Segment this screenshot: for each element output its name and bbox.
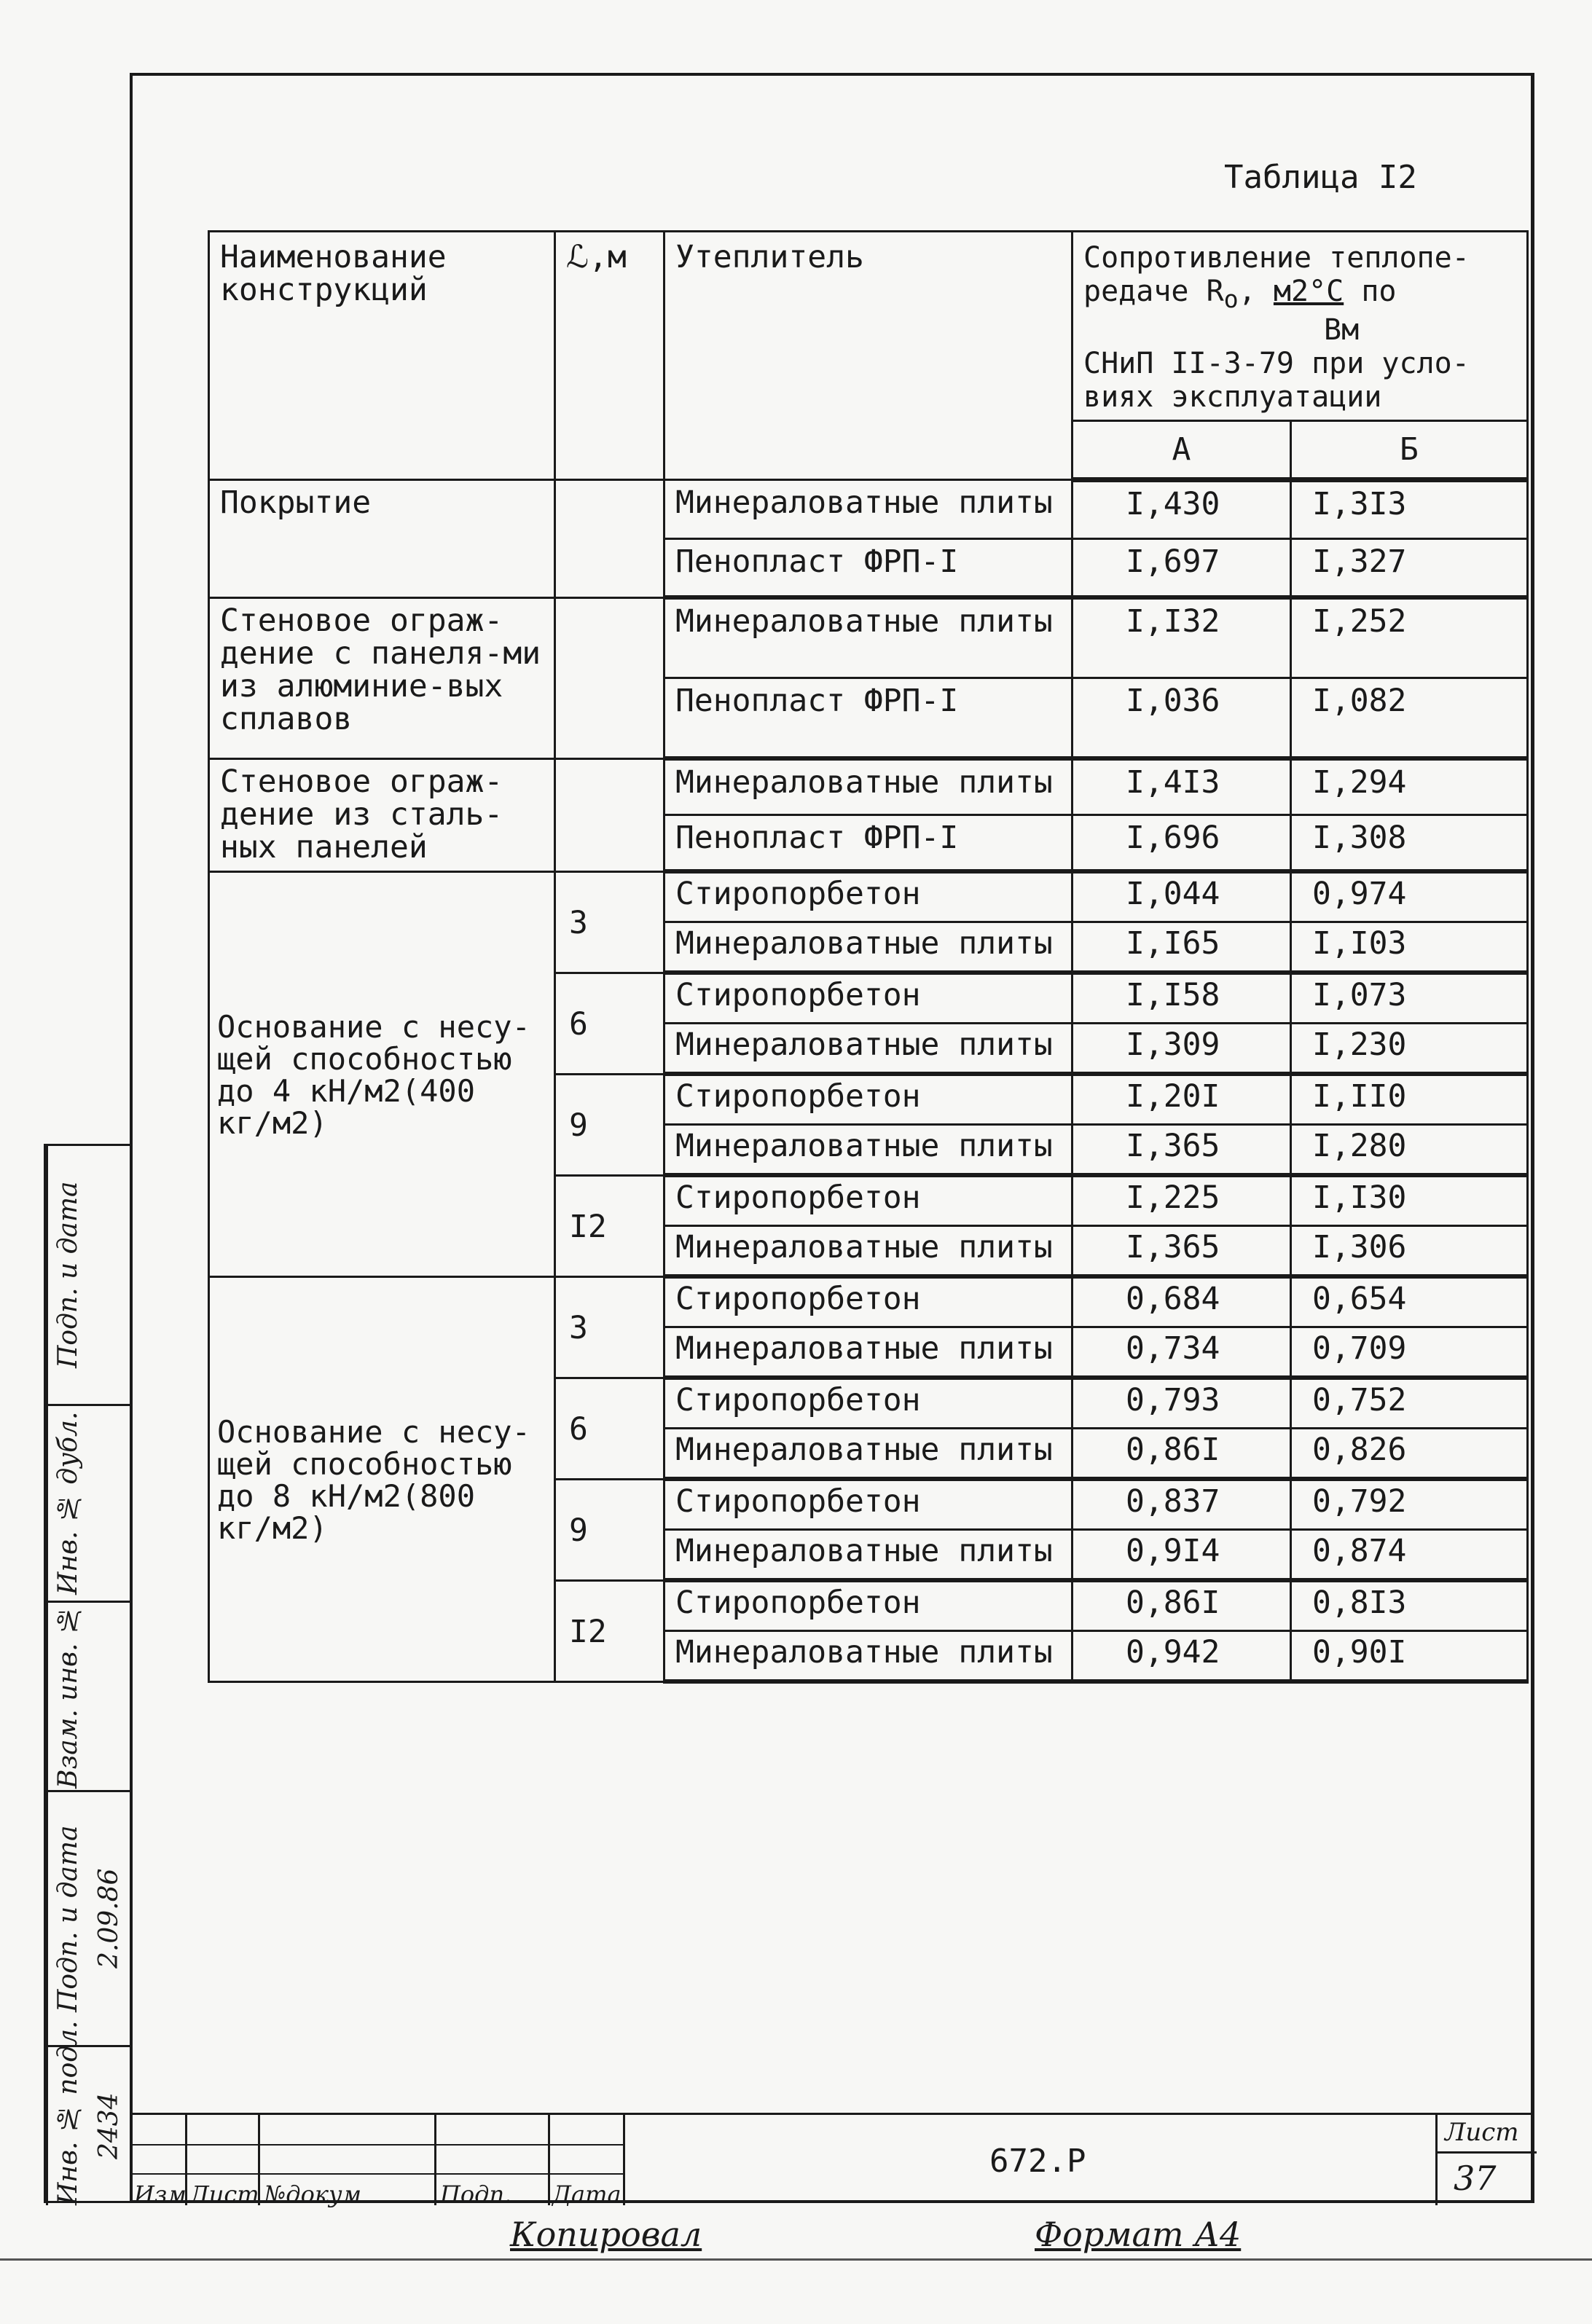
side-stamp-label: Инв. № дубл. (46, 1406, 87, 1601)
value-b: 0,8I3 (1291, 1580, 1528, 1631)
header-insulation: Утеплитель (664, 232, 1073, 480)
value-a: 0,734 (1073, 1327, 1291, 1378)
value-b: 0,792 (1291, 1479, 1528, 1530)
insulation-cell: Стиропорбетон (664, 1580, 1073, 1631)
value-b: I,I03 (1291, 922, 1528, 973)
value-a: I,036 (1073, 678, 1291, 759)
copied-by-label: Копировал (510, 2215, 702, 2254)
length-value: 3 (555, 871, 664, 973)
side-stamp-label: Инв. № подл. (46, 2047, 87, 2205)
value-b: I,3I3 (1291, 480, 1528, 539)
side-stamp-value (87, 1146, 132, 1404)
length-cell (555, 758, 664, 871)
header-resistance-unit-denominator: Вм (1324, 313, 1360, 348)
side-stamp-value: 2.09.86 (94, 1868, 124, 1969)
grid-line (130, 2144, 625, 2146)
construction-name: Покрытие (209, 480, 555, 598)
value-b: 0,709 (1291, 1327, 1528, 1378)
header-resistance-line4: виях эксплуатации (1083, 380, 1382, 415)
insulation-cell: Пенопласт ФРП-I (664, 678, 1073, 759)
value-a: I,365 (1073, 1125, 1291, 1176)
side-stamp-label: Взам. инв. № (46, 1603, 87, 1790)
label-change: Изм (134, 2180, 187, 2208)
insulation-cell: Минераловатные плиты (664, 1530, 1073, 1581)
table-title: Таблица I2 (1224, 159, 1417, 196)
insulation-cell: Минераловатные плиты (664, 1226, 1073, 1277)
value-a: I,309 (1073, 1024, 1291, 1075)
grid-line (548, 2115, 550, 2205)
grid-line (434, 2115, 436, 2205)
insulation-cell: Минераловатные плиты (664, 1429, 1073, 1480)
header-row (209, 232, 1528, 421)
table-row (209, 480, 1528, 539)
value-a: 0,793 (1073, 1378, 1291, 1429)
header-resistance-line3: СНиП II-3-79 при усло- (1083, 347, 1470, 381)
insulation-cell: Минераловатные плиты (664, 1631, 1073, 1682)
value-a: I,20I (1073, 1074, 1291, 1125)
value-a: I,4I3 (1073, 758, 1291, 815)
value-a: 0,684 (1073, 1276, 1291, 1327)
side-stamp-label: Подп. и дата (46, 1146, 87, 1404)
sheet-label: Лист (1445, 2118, 1519, 2147)
value-b: I,II0 (1291, 1074, 1528, 1125)
insulation-cell: Стиропорбетон (664, 1378, 1073, 1429)
value-a: I,I58 (1073, 973, 1291, 1024)
value-b: I,327 (1291, 539, 1528, 598)
value-a: 0,942 (1073, 1631, 1291, 1682)
header-construction-name: Наименование конструкций (209, 232, 555, 480)
length-value: 9 (555, 1479, 664, 1580)
insulation-cell: Минераловатные плиты (664, 758, 1073, 815)
value-b: 0,90I (1291, 1631, 1528, 1682)
insulation-cell: Минераловатные плиты (664, 480, 1073, 539)
length-value: 6 (555, 973, 664, 1074)
bottom-rule (0, 2258, 1592, 2261)
sheet-number-box (1435, 2115, 1534, 2205)
construction-name: Основание с несу-щей способностью до 8 кН/м2(800 кг/м2) (209, 1276, 555, 1681)
document-code: 672.Р (989, 2143, 1086, 2180)
header-resistance-subscript: o (1223, 285, 1239, 313)
insulation-cell: Минераловатные плиты (664, 1327, 1073, 1378)
value-a: I,225 (1073, 1175, 1291, 1226)
value-a: I,696 (1073, 815, 1291, 872)
value-a: I,044 (1073, 871, 1291, 922)
header-resistance-po: по (1361, 275, 1397, 308)
table-row (209, 871, 1528, 922)
value-b: I,308 (1291, 815, 1528, 872)
value-a: I,I65 (1073, 922, 1291, 973)
insulation-cell: Стиропорбетон (664, 1074, 1073, 1125)
header-condition-a: А (1073, 421, 1291, 480)
header-length: ℒ,м (555, 232, 664, 480)
value-a: 0,9I4 (1073, 1530, 1291, 1581)
value-b: 0,974 (1291, 871, 1528, 922)
side-stamp-cell (46, 1790, 132, 2045)
label-sheet: Лист (189, 2180, 259, 2208)
label-date: Дата (552, 2180, 621, 2208)
side-stamp-value: 2434 (94, 2092, 124, 2160)
insulation-cell: Пенопласт ФРП-I (664, 539, 1073, 598)
value-b: 0,874 (1291, 1530, 1528, 1581)
label-doc-number: №докум (264, 2180, 362, 2208)
insulation-cell: Минераловатные плиты (664, 1125, 1073, 1176)
construction-name: Основание с несу-щей способностью до 4 кН/м2(400 кг/м2) (209, 871, 555, 1276)
format-label: Формат А4 (1035, 2215, 1242, 2254)
table-row (209, 1276, 1528, 1327)
value-a: 0,86I (1073, 1429, 1291, 1480)
construction-name: Стеновое ограж-дение с панеля-ми из алюминие-вых сплавов (209, 597, 555, 758)
header-resistance-unit-numerator: м2°С (1273, 275, 1344, 308)
revision-grid (130, 2115, 625, 2208)
grid-line (130, 2173, 625, 2175)
length-cell (555, 480, 664, 598)
length-value: 6 (555, 1378, 664, 1479)
side-stamp-cell (46, 1404, 132, 1601)
side-stamp (44, 1144, 130, 2203)
value-b: 0,752 (1291, 1378, 1528, 1429)
length-cell (555, 597, 664, 758)
value-a: 0,837 (1073, 1479, 1291, 1530)
side-stamp-label: Подп. и дата (46, 1792, 87, 2045)
value-b: I,I30 (1291, 1175, 1528, 1226)
header-resistance (1073, 232, 1528, 421)
side-stamp-cell (46, 2020, 132, 2205)
insulation-cell: Минераловатные плиты (664, 597, 1073, 678)
value-a: I,430 (1073, 480, 1291, 539)
length-value: 3 (555, 1276, 664, 1378)
header-condition-b: Б (1291, 421, 1528, 480)
value-b: I,082 (1291, 678, 1528, 759)
side-stamp-value (87, 1406, 132, 1601)
insulation-cell: Пенопласт ФРП-I (664, 815, 1073, 872)
sheet-number: 37 (1454, 2159, 1497, 2198)
length-value: 9 (555, 1074, 664, 1175)
insulation-cell: Минераловатные плиты (664, 1024, 1073, 1075)
value-b: I,230 (1291, 1024, 1528, 1075)
value-b: 0,654 (1291, 1276, 1528, 1327)
table-row (209, 758, 1528, 815)
insulation-cell: Стиропорбетон (664, 871, 1073, 922)
insulation-cell: Стиропорбетон (664, 1175, 1073, 1226)
side-stamp-cell (46, 1146, 132, 1404)
value-b: 0,826 (1291, 1429, 1528, 1480)
thermal-resistance-table (208, 230, 1529, 1684)
insulation-cell: Стиропорбетон (664, 973, 1073, 1024)
header-resistance-line1: Сопротивление теплопе- (1083, 241, 1470, 275)
value-a: I,I32 (1073, 597, 1291, 678)
construction-name: Стеновое ограж-дение из сталь-ных панелей (209, 758, 555, 871)
value-a: I,365 (1073, 1226, 1291, 1277)
table-row (209, 597, 1528, 678)
side-stamp-value (87, 1603, 132, 1790)
value-b: I,294 (1291, 758, 1528, 815)
title-block (130, 2113, 1534, 2208)
header-resistance-line2: редаче $R_o$, м2°С по (1083, 275, 1397, 313)
side-stamp-cell (46, 1601, 132, 1790)
value-b: I,280 (1291, 1125, 1528, 1176)
value-b: I,252 (1291, 597, 1528, 678)
length-value: I2 (555, 1175, 664, 1276)
value-a: I,697 (1073, 539, 1291, 598)
insulation-cell: Минераловатные плиты (664, 922, 1073, 973)
insulation-cell: Стиропорбетон (664, 1276, 1073, 1327)
insulation-cell: Стиропорбетон (664, 1479, 1073, 1530)
length-value: I2 (555, 1580, 664, 1681)
label-signature: Подп. (440, 2180, 512, 2208)
value-b: I,073 (1291, 973, 1528, 1024)
value-a: 0,86I (1073, 1580, 1291, 1631)
grid-line (1438, 2151, 1537, 2154)
value-b: I,306 (1291, 1226, 1528, 1277)
